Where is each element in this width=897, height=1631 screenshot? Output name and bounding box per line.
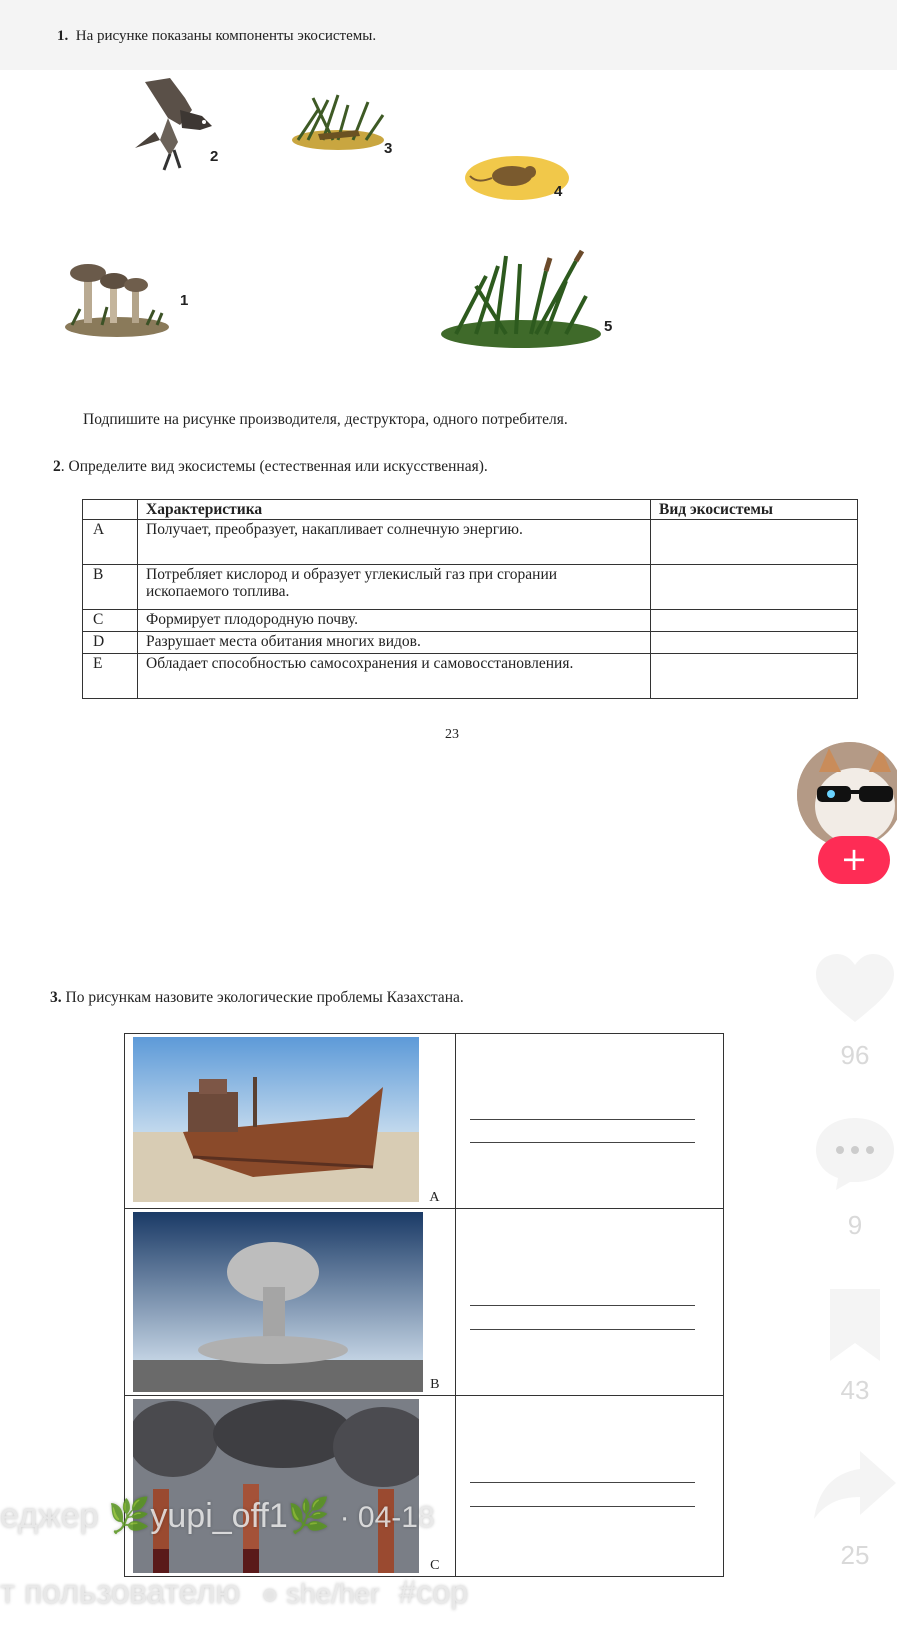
table-row: [125, 1209, 724, 1396]
mushrooms-illustration: [62, 255, 172, 345]
row-text: Получает, преобразует, накапливает солнечную энергию.: [138, 520, 651, 565]
row-text: Формирует плодородную почву.: [138, 610, 651, 632]
table-header-row: [83, 500, 858, 520]
row-letter: D: [83, 632, 138, 654]
post-date: · 04-18: [339, 1501, 435, 1534]
label-3: 3: [384, 140, 393, 157]
row-letter: B: [83, 565, 138, 610]
image-label-b: B: [430, 1377, 440, 1392]
label-2: 2: [210, 148, 219, 165]
answer-cell-b[interactable]: [456, 1209, 724, 1396]
bookmark-icon[interactable]: [810, 1285, 897, 1365]
username[interactable]: yupi_off1: [150, 1497, 288, 1535]
q1-title: 1. На рисунке показаны компоненты экосистемы.: [57, 28, 377, 44]
answer-cell[interactable]: [651, 565, 858, 610]
row-letter: E: [83, 654, 138, 699]
answer-cell-a[interactable]: [456, 1034, 724, 1209]
page-number: 23: [445, 727, 459, 742]
caption-line2: т пользователю ● she/her #cop: [0, 1573, 468, 1610]
image-cell-c: [125, 1396, 456, 1577]
table-row: [83, 520, 858, 565]
leaf-icon: 🌿: [287, 1497, 331, 1535]
answer-line: [470, 1142, 695, 1143]
grass-insect-illustration: [288, 90, 388, 160]
caption-line1: еджер 🌿yupi_off1🌿 · 04-18: [0, 1497, 435, 1535]
answer-cell[interactable]: [651, 632, 858, 654]
q1-instruction: Подпишите на рисунке производителя, деструктора, одного потребителя.: [83, 411, 568, 428]
table-row: [83, 565, 858, 610]
header-characteristic: Характеристика: [138, 500, 651, 520]
row-text: Обладает способностью самосохранения и самовосстановления.: [138, 654, 651, 699]
table-row: [83, 610, 858, 632]
cattail-grass-illustration: [436, 246, 606, 351]
table-row: [125, 1396, 724, 1577]
comments-count: 9: [847, 1210, 863, 1240]
comment-icon[interactable]: [810, 1112, 897, 1192]
answer-cell[interactable]: [651, 654, 858, 699]
label-1: 1: [180, 292, 189, 309]
likes-count: 96: [840, 1040, 870, 1070]
share-icon[interactable]: [810, 1445, 897, 1525]
answer-cell-c[interactable]: [456, 1396, 724, 1577]
answer-line: [470, 1329, 695, 1330]
image-label-a: A: [429, 1190, 440, 1205]
answer-cell[interactable]: [651, 520, 858, 565]
table-row: [83, 654, 858, 699]
table-row: [83, 632, 858, 654]
leaf-icon: 🌿: [108, 1497, 151, 1535]
bird-illustration: [130, 70, 220, 180]
creator-avatar[interactable]: [795, 740, 897, 850]
pronouns: ● she/her: [261, 1578, 380, 1609]
header-ecosystem-type: Вид экосистемы: [651, 500, 858, 520]
image-cell-b: [125, 1209, 456, 1396]
row-text: Разрушает места обитания многих видов.: [138, 632, 651, 654]
answer-line: [470, 1119, 695, 1120]
label-5: 5: [604, 318, 613, 335]
factory-smoke-photo: [133, 1399, 419, 1573]
cat-sunglasses-icon: [797, 742, 897, 848]
image-cell-a: [125, 1034, 456, 1209]
label-4: 4: [554, 183, 563, 200]
follow-button[interactable]: +: [818, 836, 890, 884]
answer-line: [470, 1506, 695, 1507]
q2-title: 2. Определите вид экосистемы (естественная или искусственная).: [53, 458, 488, 475]
hashtag[interactable]: #cop: [398, 1574, 468, 1610]
q3-title: 3. По рисункам назовите экологические проблемы Казахстана.: [50, 989, 464, 1006]
nuclear-mushroom-cloud-photo: [133, 1212, 423, 1392]
answer-line: [470, 1305, 695, 1306]
answer-line: [470, 1482, 695, 1483]
aral-sea-ship-photo: [133, 1037, 419, 1202]
row-text: Потребляет кислород и образует углекислый газ при сгорании ископаемого топлива.: [138, 565, 651, 610]
ecosystem-table: [82, 499, 858, 699]
image-label-c: C: [430, 1558, 440, 1573]
row-letter: A: [83, 520, 138, 565]
shares-count: 25: [840, 1540, 870, 1570]
answer-cell[interactable]: [651, 610, 858, 632]
header-cell-empty: [83, 500, 138, 520]
saves-count: 43: [840, 1375, 870, 1405]
table-row: [125, 1034, 724, 1209]
row-letter: C: [83, 610, 138, 632]
heart-icon[interactable]: [810, 950, 897, 1030]
